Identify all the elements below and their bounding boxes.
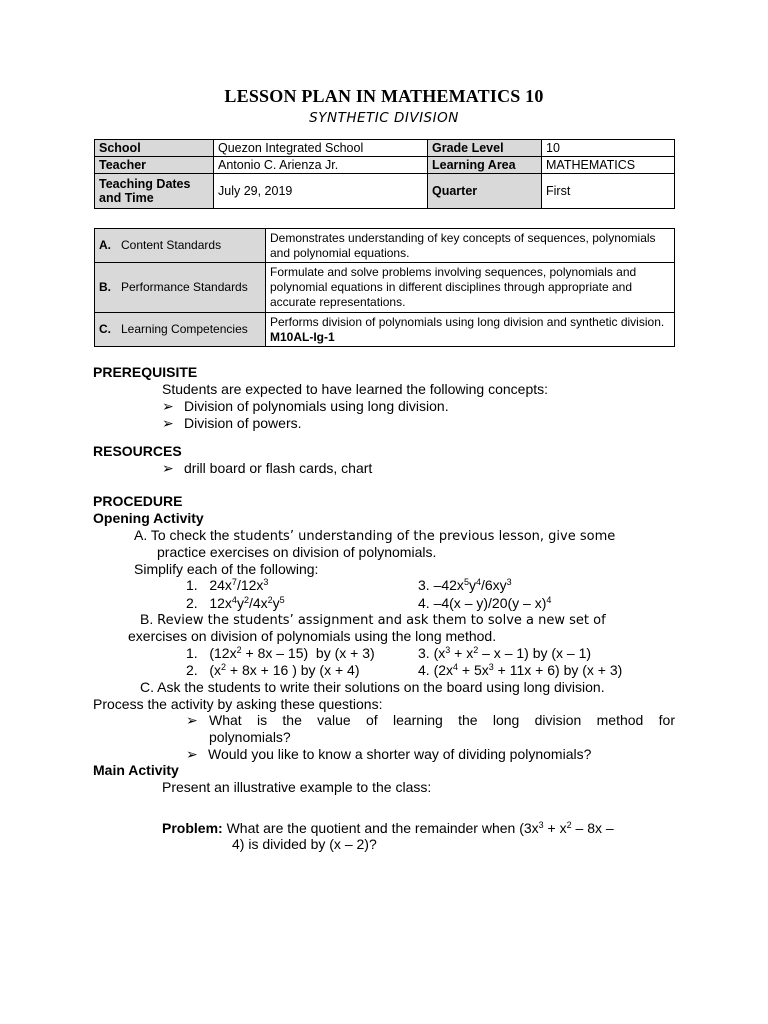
exercise-2: 2. $12x^4y^2/4x^2y^5$ [186,595,285,611]
list-item: ➢ drill board or flash cards, chart [162,460,373,476]
resources-heading: RESOURCES [93,443,182,459]
list-item: ➢ Division of powers. [162,415,302,431]
long-division-exercise-3: 3. $(x^3 + x^2 - x - 1)$ by (x – 1) [418,645,592,661]
standard-letter: B. [99,280,111,294]
standard-name: Learning Competencies [121,322,248,336]
problem-statement: Problem: What are the quotient and the remainder when ($3x^3 + x^2 - 8x$ – [162,820,614,836]
document-title: LESSON PLAN IN MATHEMATICS 10 [224,86,544,106]
long-division-exercise-1: 1. $(12x^2 + 8x - 15)$ by (x + 3) [186,645,375,661]
problem-label: Problem: [162,820,223,836]
table-row [95,157,675,174]
standard-text: Demonstrates understanding of key concepts of sequences, polynomials and polynomial equations. [266,229,675,263]
step-c-line1: C. Ask the students to write their solutions on the board using long division. [140,679,605,695]
table-row [95,229,675,263]
learning-area-label: Learning Area [428,157,542,174]
main-activity-intro: Present an illustrative example to the class: [162,779,432,795]
procedure-heading: PROCEDURE [93,493,183,509]
prerequisite-intro: Students are expected to have learned the following concepts: [162,381,549,397]
arrow-bullet-icon: ➢ [162,415,174,431]
standard-letter: C. [99,322,111,336]
table-row [95,263,675,313]
long-division-exercise-4: 4. $(2x^4 + 5x^3 + 11x + 6)$ by (x + 3) [418,662,623,678]
main-activity-heading: Main Activity [93,762,179,778]
question-1-line1: What is the value of learning the long division method for [209,712,675,728]
list-item: ➢ Division of polynomials using long division. [162,398,449,414]
exercise-4: 4. –4(x – y)/20(y – x)$^4$ [418,595,552,611]
learning-area-value: MATHEMATICS [542,157,675,174]
arrow-bullet-icon: ➢ [162,460,174,476]
exercise-1: 1. $24x^7/12x^3$ [186,577,269,593]
standard-letter: A. [99,238,111,252]
standard-label [95,313,266,347]
teaching-dates-label-line1: Teaching Dates [99,177,191,191]
arrow-bullet-icon: ➢ [186,712,198,728]
standard-label [95,229,266,263]
step-b-line1: B. Review the students’ assignment and ask them to solve a new set of [140,611,606,628]
step-b-line2: exercises on division of polynomials using the long method. [128,628,497,644]
lesson-info-table [94,139,675,209]
problem-line2: 4) is divided by (x – 2)? [232,836,377,852]
standard-name: Performance Standards [121,280,248,294]
step-a-line1: A. To check the students’ understanding of the previous lesson, give some [134,527,616,544]
standard-text [266,313,675,347]
standards-table [94,228,675,347]
table-row [95,313,675,347]
exercise-3: 3. $-42x^5y^4/6xy^3$ [418,577,512,593]
step-c-line2: Process the activity by asking these questions: [93,696,383,712]
teaching-dates-label [95,174,214,209]
teaching-dates-label-line2: and Time [99,191,154,205]
table-row [95,140,675,157]
teaching-dates-value: July 29, 2019 [214,174,428,209]
quarter-label: Quarter [428,174,542,209]
grade-level-value: 10 [542,140,675,157]
simplify-instruction: Simplify each of the following: [134,561,319,577]
prerequisite-heading: PREREQUISITE [93,364,198,380]
standard-text: Formulate and solve problems involving sequences, polynomials and polynomial equations in different disciplines through appropriate and accurate representations. [266,263,675,313]
school-value: Quezon Integrated School [214,140,428,157]
step-a-line2: practice exercises on division of polynomials. [157,544,437,560]
teacher-value: Antonio C. Arienza Jr. [214,157,428,174]
competency-code: M10AL-Ig-1 [270,329,335,344]
school-label: School [95,140,214,157]
document-subtitle: SYNTHETIC DIVISION [309,110,459,126]
standard-name: Content Standards [121,238,222,252]
arrow-bullet-icon: ➢ [162,398,174,414]
standard-label [95,263,266,313]
grade-level-label: Grade Level [428,140,542,157]
quarter-value: First [542,174,675,209]
long-division-exercise-2: 2. ($x^2 + 8x + 16$ ) by (x + 4) [186,662,360,678]
teacher-label: Teacher [95,157,214,174]
question-2: ➢ Would you like to know a shorter way of dividing polynomials? [186,746,592,762]
opening-activity-heading: Opening Activity [93,510,204,526]
competency-text: Performs division of polynomials using long division and synthetic division. [270,314,665,329]
table-row [95,174,675,209]
question-1-line2: polynomials? [209,729,291,745]
arrow-bullet-icon: ➢ [186,746,198,762]
